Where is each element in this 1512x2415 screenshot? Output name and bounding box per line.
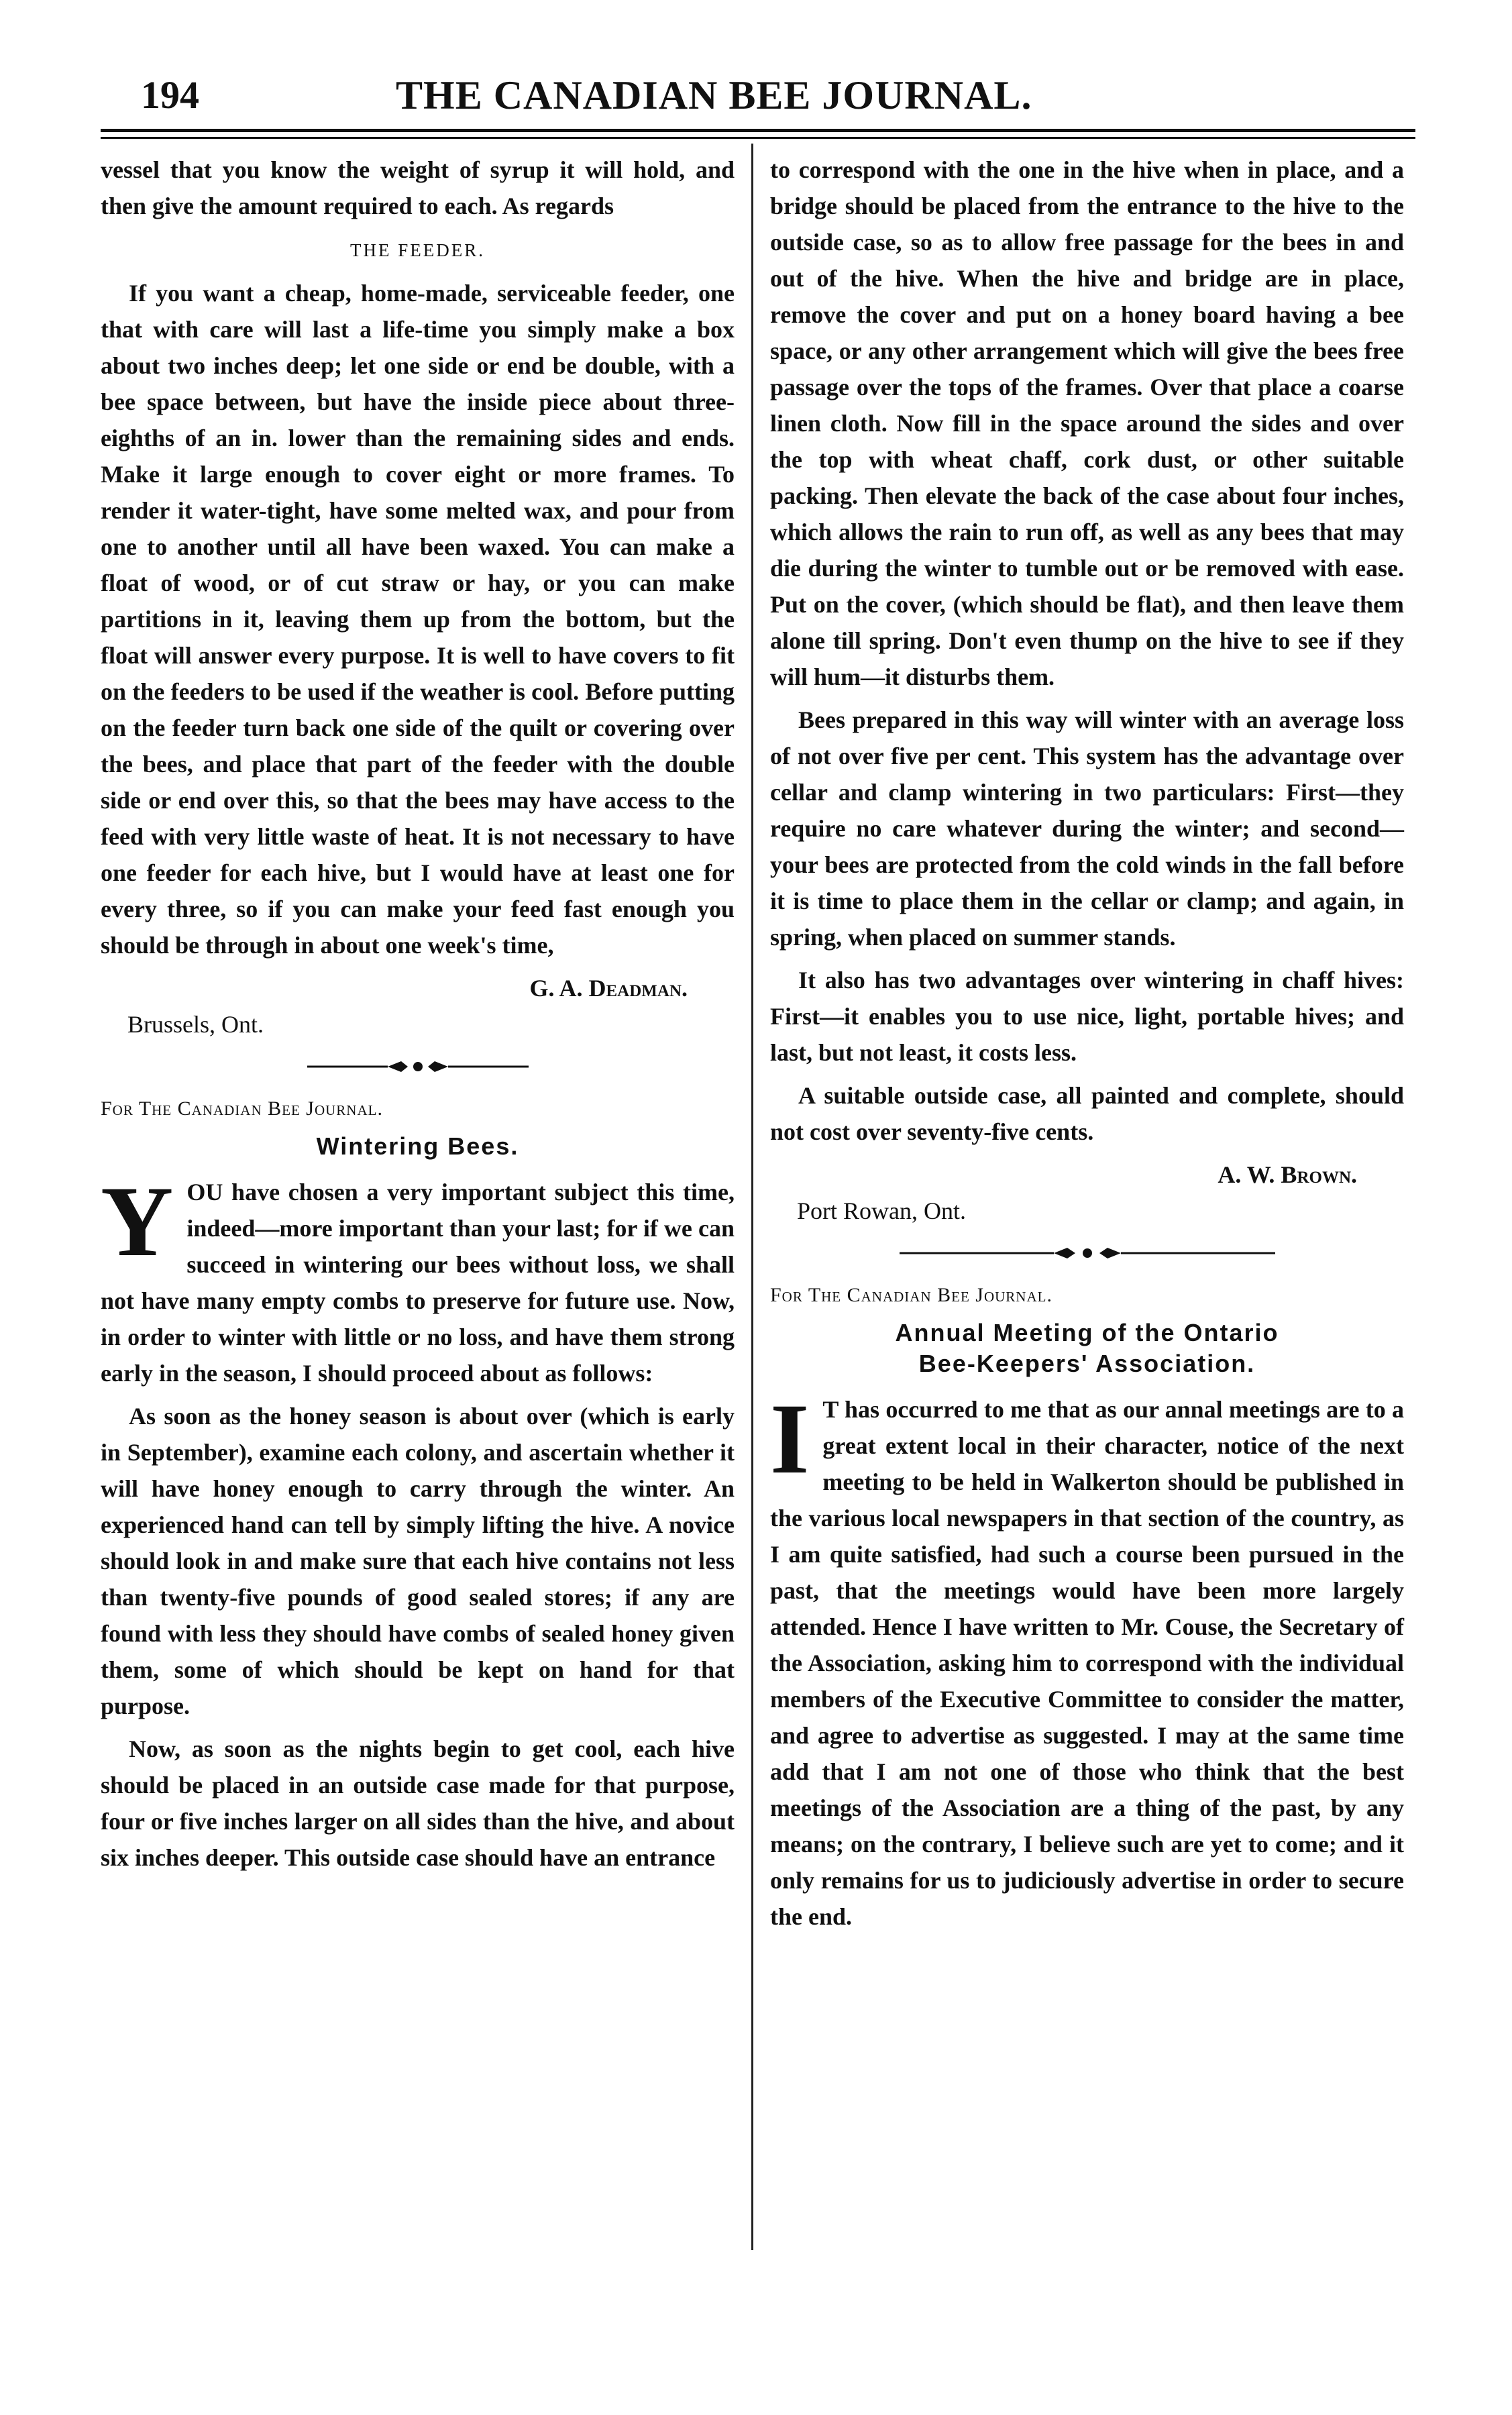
page-number: 194 (141, 73, 199, 117)
author-place: Brussels, Ont. (127, 1011, 264, 1038)
journal-title: THE CANADIAN BEE JOURNAL. (396, 73, 1032, 117)
author-signature: G. A. Deadman. (529, 975, 688, 1002)
continued-paragraph: to correspond with the one in the hive when in place, and a bridge should be placed from the entrance to the hive to the outside case, so as to allow free passage for the bees in and out of the hive. When the hive and bridge are in place, remove the cover and put on a honey board having a bee space, or any other arrangement which will give the bees free passage over the tops of the frames. Over that place a coarse linen cloth. Now fill in the space around the sides and over the top with wheat chaff, cork dust, or other suitable packing. Then elevate the back of the case about four inches, which allows the rain to run off, as well as any bees that may die during the winter to tumble out or be removed with ease. Put on the cover, (which should be flat), and then leave them alone till spring. Don't even thump on the hive to see if they will hum—it disturbs them. (770, 156, 1404, 690)
drop-cap-letter: Y (101, 1166, 174, 1277)
byline-source: For The Canadian Bee Journal. (770, 1284, 1052, 1306)
article-title: Wintering Bees. (316, 1132, 519, 1160)
column-divider (751, 144, 753, 2250)
left-column (101, 152, 735, 1882)
article-paragraph: A suitable outside case, all painted and complete, should not cost over seventy-five cents. (770, 1082, 1404, 1145)
article-title-line: Bee-Keepers' Association. (918, 1350, 1256, 1377)
article-paragraph: Now, as soon as the nights begin to get cool, each hive should be placed in an outside case made for that purpose, four or five inches larger on all sides than the hive, and about six inches deeper. This outside case should have an entrance (101, 1735, 735, 1871)
right-column (770, 152, 1404, 1941)
article-paragraph: As soon as the honey season is about over (which is early in September), examine each colony, and ascertain whether it will have honey enough to carry through the winter. An experienced hand can tell by simply lifting the hive. A novice should look in and make sure that each hive contains not less than twenty-five pounds of good sealed stores; if any are found with less they should have combs of sealed honey given them, some of which should be kept on hand for that purpose. (101, 1403, 735, 1719)
article-title-line: Annual Meeting of the Ontario (895, 1319, 1279, 1346)
drop-cap-letter: I (770, 1383, 810, 1495)
article-paragraph: It also has two advantages over wintering in chaff hives: First—it enables you to use nice, light, portable hives; and last, but not least, it costs less. (770, 967, 1404, 1066)
author-signature: A. W. Brown. (1218, 1161, 1357, 1188)
first-paragraph-text: T has occurred to me that as our annal meetings are to a great extent local in their character, notice of the next meeting to be held in Walkerton should be published in the various local newspapers in that section of the country, as I am quite satisfied, had such a course been pursued in the past, that the meetings would have been more largely attended. Hence I have written to Mr. Couse, the Secretary of the Association, asking him to correspond with the individual members of the Executive Committee to consider the matter, and agree to advertise as suggested. I may at the same time add that I am not one of those who think that the best meetings of the Association are a thing of the past, by any means; on the contrary, I believe such are yet to come; and it only remains for us to judiciously advertise in order to secure the end. (770, 1396, 1404, 1930)
byline-source: For The Canadian Bee Journal. (101, 1097, 383, 1120)
first-paragraph-text: OU have chosen a very important subject this time, indeed—more important than your last; for if we can succeed in wintering our bees without loss, we shall not have many empty combs to preserve for future use. Now, in order to winter with little or no loss, and have them strong early in the season, I should proceed about as follows: (101, 1179, 735, 1387)
header-rule-thick (101, 129, 1415, 132)
feeder-paragraph: If you want a cheap, home-made, serviceable feeder, one that with care will last a life-time you simply make a box about two inches deep; let one side or end be double, with a bee space between, but have the inside piece about three-eighths of an in. lower than the remaining sides and ends. Make it large enough to cover eight or more frames. To render it water-tight, have some melted wax, and pour from one to another until all have been waxed. You can make a float of wood, or of cut straw or hay, or you can make partitions in it, leaving them up from the bottom, but the float will answer every purpose. It is well to have covers to fit on the feeders to be used if the weather is cool. Before putting on the feeder turn back one side of the quilt or covering over the bees, and place that part of the feeder with the double side or end over this, so that the bees may have access to the feed with very little waste of heat. It is not necessary to have one feeder for each hive, but I would have at least one for every three, so if you can make your feed fast enough you should be through in about one week's time, (101, 280, 735, 959)
header-rule-thin (101, 137, 1415, 139)
ornament-divider-icon (900, 1244, 1275, 1263)
continued-paragraph: vessel that you know the weight of syrup it will hold, and then give the amount required to each. As regards (101, 156, 735, 219)
ornament-divider-icon (307, 1057, 529, 1076)
article-title (770, 1318, 1404, 1379)
page-header (101, 59, 1415, 126)
article-paragraph: Bees prepared in this way will winter with an average loss of not over five per cent. This system has the advantage over cellar and clamp wintering in two particulars: First—they require no care whatever during the winter; and second—your bees are protected from the cold winds in the fall before it is time to place them in the cellar or clamp; and again, in spring, when placed on summer stands. (770, 706, 1404, 951)
article-first-paragraph (770, 1383, 1404, 1935)
feeder-heading: THE FEEDER. (350, 240, 485, 260)
author-place: Port Rowan, Ont. (797, 1197, 966, 1224)
article-first-paragraph (101, 1166, 735, 1391)
